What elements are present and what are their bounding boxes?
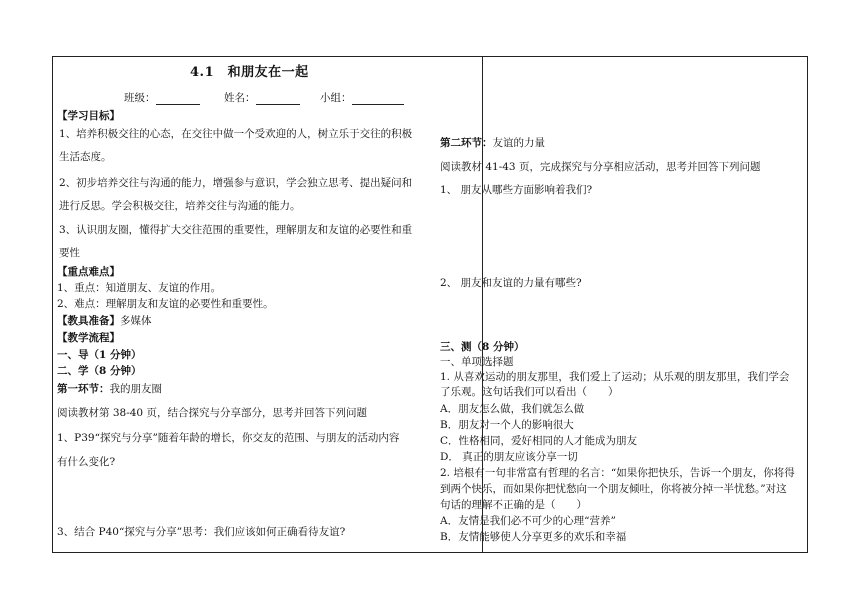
tools-value: 多媒体	[120, 315, 152, 327]
goal-1-line-2: 生活态度。	[59, 151, 112, 163]
reading-1: 阅读教材第 38-40 页，结合探究与分享部分，思考并回答下列问题	[57, 407, 367, 419]
right-question-1: 1、 朋友从哪些方面影响着我们?	[440, 184, 593, 196]
mc-2-stem-line-3: 句话的理解不正确的是（ ）	[440, 499, 587, 511]
section-2-line	[440, 137, 545, 150]
right-question-2: 2、 朋友和友谊的力量有哪些?	[440, 277, 582, 289]
section-1-line	[57, 383, 162, 396]
goals-heading: 【学习目标】	[57, 110, 120, 122]
step-2: 二、学（8 分钟）	[57, 365, 142, 377]
mc-2-option-a: A．友情是我们必不可少的心理“营养”	[440, 515, 616, 527]
key-heading: 【重点难点】	[57, 266, 120, 278]
goal-3-line-1: 3、认识朋友圈，懂得扩大交往范围的重要性，理解朋友和友谊的必要性和重	[59, 224, 413, 236]
reading-2: 阅读教材 41-43 页，完成探究与分享相应活动，思考并回答下列问题	[440, 161, 761, 173]
goal-2-line-2: 进行反思。学会积极交往，培养交往与沟通的能力。	[59, 200, 301, 212]
question-1-line-2: 有什么变化?	[57, 456, 116, 468]
mc-1-option-c: C．性格相同，爱好相同的人才能成为朋友	[440, 435, 638, 447]
section-2-label: 第二环节：	[440, 137, 493, 149]
test-heading: 三、测（8 分钟）	[440, 341, 525, 353]
group-label: 小组：	[320, 92, 352, 104]
mc-heading: 一、单项选择题	[440, 356, 514, 368]
mc-2-option-b: B．友情能够使人分享更多的欢乐和幸福	[440, 531, 627, 543]
name-label: 姓名：	[224, 92, 256, 104]
section-2-title: 友谊的力量	[492, 137, 545, 149]
class-label: 班级：	[124, 92, 156, 104]
page-title: 4.1 和朋友在一起	[190, 65, 309, 80]
key-point-1: 1、重点：知道朋友、友谊的作用。	[57, 282, 222, 294]
mc-1-stem-line-2: 了乐观。这句话我们可以看出（ ）	[440, 386, 619, 398]
goal-1-line-1: 1、培养积极交往的心态，在交往中做一个受欢迎的人，树立乐于交往的积极	[59, 128, 413, 140]
question-1-line-1: 1、P39“探究与分享”随着年龄的增长，你交友的范围、与朋友的活动内容	[57, 432, 400, 444]
goal-3-line-2: 要性	[59, 247, 80, 259]
section-1-title: 我的朋友圈	[109, 383, 162, 395]
question-3: 3、结合 P40“探究与分享”思考：我们应该如何正确看待友谊?	[57, 526, 346, 538]
mc-1-stem-line-1: 1. 从喜欢运动的朋友那里，我们爱上了运动；从乐观的朋友那里，我们学会	[440, 371, 790, 383]
flow-heading: 【教学流程】	[57, 332, 120, 344]
mc-1-option-a: A．朋友怎么做，我们就怎么做	[440, 403, 585, 415]
tools-heading: 【教具准备】	[57, 315, 120, 327]
tools-line	[57, 315, 152, 328]
mc-1-option-b: B．朋友对一个人的影响很大	[440, 419, 574, 431]
mc-2-stem-line-1: 2. 培根有一句非常富有哲理的名言：“如果你把快乐，告诉一个朋友，你将得	[440, 467, 795, 479]
section-1-label: 第一环节：	[57, 383, 110, 395]
mc-2-stem-line-2: 到两个快乐，而如果你把忧愁向一个朋友倾吐，你将被分掉一半忧愁。”对这	[440, 483, 787, 495]
goal-2-line-1: 2、初步培养交往与沟通的能力，增强参与意识，学会独立思考、提出疑问和	[59, 177, 413, 189]
mc-1-option-d: D． 真正的朋友应该分享一切	[440, 451, 578, 463]
step-1: 一、导（1 分钟）	[57, 349, 142, 361]
key-point-2: 2、难点：理解朋友和友谊的必要性和重要性。	[57, 298, 274, 310]
